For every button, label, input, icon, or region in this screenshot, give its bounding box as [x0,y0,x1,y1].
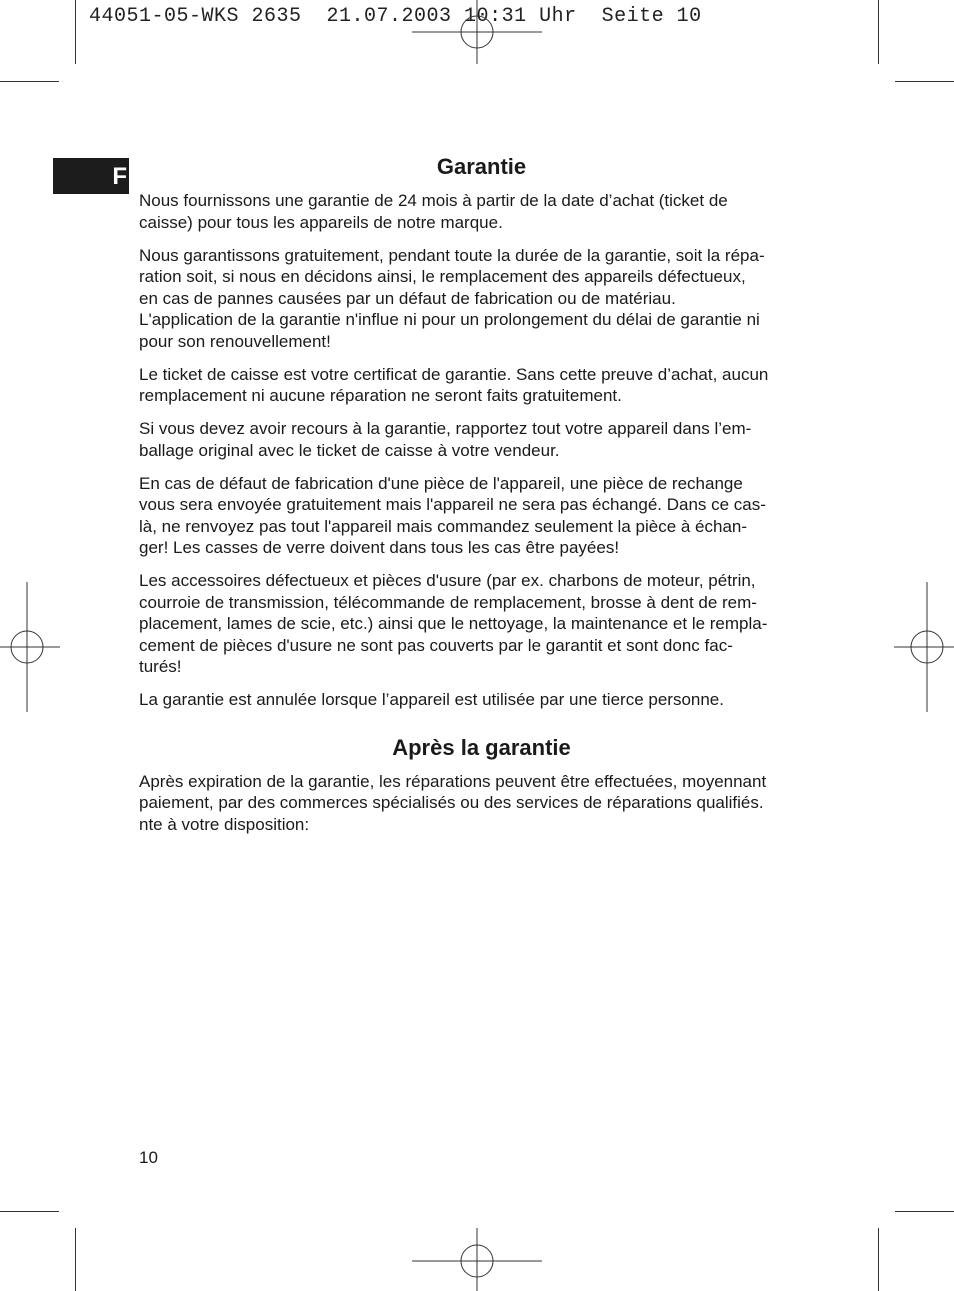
paragraph: Si vous devez avoir recours à la garantie, rapportez tout votre appareil dans l’em- ballage original avec le ticket de caisse à votre vendeur. [139,419,752,460]
registration-mark-icon [894,582,954,712]
paragraph: Les accessoires défectueux et pièces d'usure (par ex. charbons de moteur, pétrin, courroie de transmission, télécommande de remplacement, brosse à dent de rem- placement, lames de scie, etc.) ainsi que le nettoyage, la maintenance et le rempla- cement de pièces d'usure ne sont pas couverts par le garantit et sont donc fac- turés! [139,571,768,676]
paragraph: Le ticket de caisse est votre certificat de garantie. Sans cette preuve d’achat, aucun remplacement ni aucune réparation ne seront faits gratuitement. [139,364,769,405]
registration-mark-icon [412,1228,542,1291]
document-body [139,152,824,847]
crop-mark [75,1228,76,1291]
crop-mark [0,81,59,82]
language-tab: F [53,158,129,194]
crop-mark [878,0,879,64]
section-title-garantie: Garantie [436,154,527,179]
crop-mark [878,1228,879,1291]
crop-mark [895,81,954,82]
crop-mark [895,1211,954,1212]
paragraph: Nous garantissons gratuitement, pendant toute la durée de la garantie, soit la répa- ration soit, si nous en décidons ainsi, le remplacement des appareils défectueux, en cas de pannes causées par un défaut de fabrication ou de matériau. L'application de la garantie n'influe ni pour un prolongement du délai de garantie ni pour son renouvellement! [139,245,765,351]
crop-mark [75,0,76,64]
paragraph: La garantie est annulée lorsque l’appareil est utilisée par une tierce personne. [139,690,724,709]
page-number: 10 [139,1148,158,1167]
registration-mark-icon [412,0,542,64]
crop-mark [0,1211,59,1212]
paragraph: En cas de défaut de fabrication d'une pièce de l'appareil, une pièce de rechange vous sera envoyée gratuitement mais l'appareil ne sera pas échangé. Dans ce cas- là, ne renvoyez pas tout l'appareil mais commandez seulement la pièce à échan- ger! Les casses de verre doivent dans tous les cas être payées! [139,473,766,557]
section-title-apres-garantie: Après la garantie [392,734,571,760]
paragraph: Nous fournissons une garantie de 24 mois à partir de la date d’achat (ticket de caisse) pour tous les appareils de notre marque. [139,191,728,232]
paragraph: Après expiration de la garantie, les réparations peuvent être effectuées, moyennant paiement, par des commerces spécialisés ou des services de réparations qualifiés. nte à votre disposition: [139,771,767,834]
print-slug: 44051-05-WKS 2635 21.07.2003 10:31 Uhr Seite 10 [89,5,702,28]
registration-mark-icon [0,582,60,712]
